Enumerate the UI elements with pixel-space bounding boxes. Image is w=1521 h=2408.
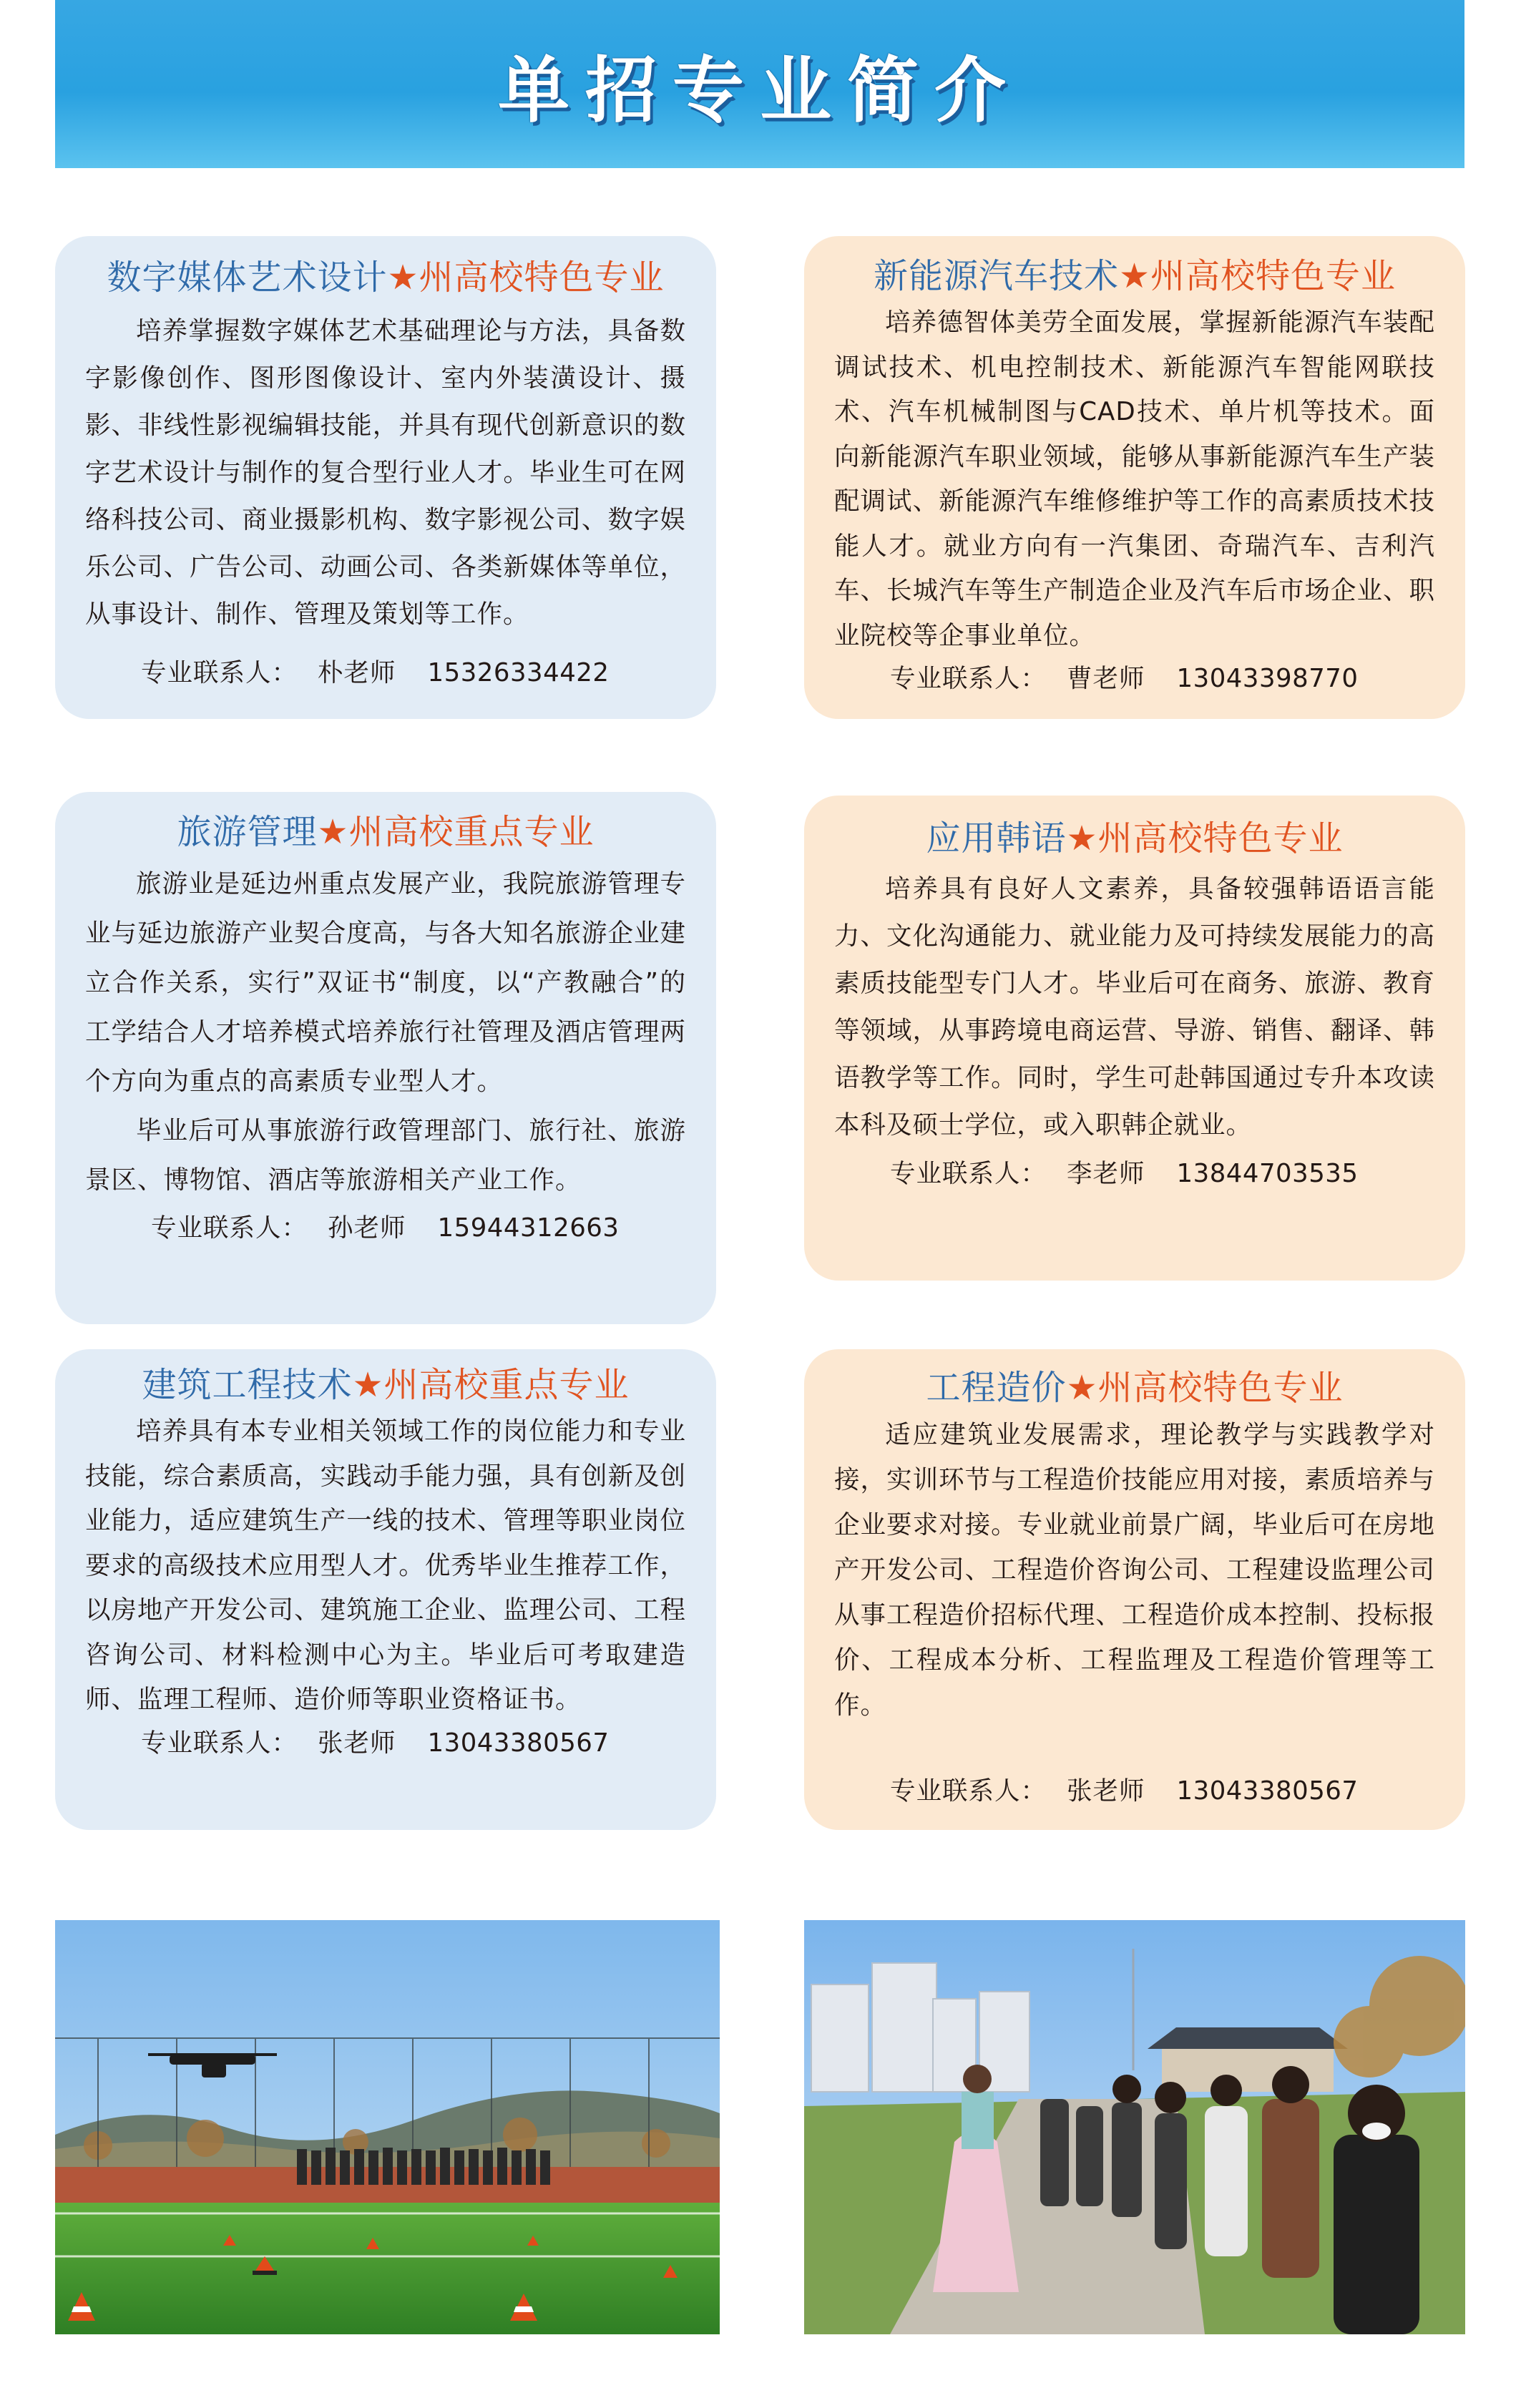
major-tag: 州高校特色专业 — [1150, 256, 1397, 296]
contact-line — [834, 658, 1435, 695]
description-paragraph: 培养掌握数字媒体艺术基础理论与方法，具备数字影像创作、图形图像设计、室内外装潢设计、摄影、非线性影视编辑技能，并具有现代创新意识的数字艺术设计与制作的复合型行业人才。毕业生可在网络科技公司、商业摄影机构、数字影视公司、数字娱乐公司、广告公司、动画公司、各类新媒体等单位，从事设计、制作、管理及策划等工作。 — [85, 316, 686, 629]
student-field-trip-photo — [804, 1920, 1465, 2334]
major-tag: 州高校特色专业 — [1097, 818, 1344, 858]
major-card-tourism-management — [55, 792, 716, 1324]
major-name: 新能源汽车技术 — [873, 256, 1119, 296]
description-paragraph: 培养具有本专业相关领域工作的岗位能力和专业技能，综合素质高，实践动手能力强，具有创新及创业能力，适应建筑生产一线的技术、管理等职业岗位要求的高级技术应用型人才。优秀毕业生推荐工作，以房地产开发公司、建筑施工企业、监理公司、工程咨询公司、材料检测中心为主。毕业后可考取建造师、监理工程师、造价师等职业资格证书。 — [85, 1416, 686, 1714]
star-icon: ★ — [352, 1365, 384, 1405]
contact-label: 专业联系人： — [890, 1159, 1047, 1188]
contact-label: 专业联系人： — [141, 658, 298, 687]
page-title: 单招专业简介 — [498, 48, 1022, 132]
description-paragraph: 培养具有良好人文素养，具备较强韩语语言能力、文化沟通能力、就业能力及可持续发展能力的高素质技能型专门人才。毕业后可在商务、旅游、教育等领域，从事跨境电商运营、导游、销售、翻译、韩语教学等工作。同时，学生可赴韩国通过专升本攻读本科及硕士学位，或入职韩企就业。 — [834, 874, 1435, 1140]
major-card-construction-engineering — [55, 1349, 716, 1830]
card-title — [85, 256, 686, 299]
contact-phone: 13844703535 — [1176, 1159, 1359, 1188]
card-title — [834, 1366, 1435, 1409]
major-name: 数字媒体艺术设计 — [107, 258, 388, 298]
major-tag: 州高校特色专业 — [1097, 1368, 1344, 1408]
contact-phone: 15944312663 — [437, 1213, 620, 1243]
card-description — [834, 1412, 1435, 1728]
card-description — [834, 866, 1435, 1149]
major-card-engineering-cost — [804, 1349, 1465, 1830]
contact-name: 李老师 — [1067, 1159, 1145, 1188]
star-icon: ★ — [1118, 256, 1151, 296]
contact-label: 专业联系人： — [151, 1213, 308, 1243]
contact-label: 专业联系人： — [890, 1776, 1047, 1806]
major-card-digital-media — [55, 236, 716, 719]
major-card-applied-korean — [804, 796, 1465, 1281]
star-icon: ★ — [317, 812, 349, 852]
description-paragraph: 毕业后可从事旅游行政管理部门、旅行社、旅游景区、博物馆、酒店等旅游相关产业工作。 — [85, 1116, 686, 1195]
description-paragraph: 适应建筑业发展需求，理论教学与实践教学对接，实训环节与工程造价技能应用对接，素质培养与企业要求对接。专业就业前景广阔，毕业后可在房地产开发公司、工程造价咨询公司、工程建设监理公司从事工程造价招标代理、工程造价成本控制、投标报价、工程成本分析、工程监理及工程造价管理等工作。 — [834, 1420, 1435, 1720]
card-description — [834, 300, 1435, 658]
major-name: 应用韩语 — [926, 818, 1067, 858]
star-icon: ★ — [1066, 1368, 1098, 1408]
contact-label: 专业联系人： — [141, 1728, 298, 1758]
card-title — [834, 255, 1435, 298]
card-description — [85, 1409, 686, 1723]
contact-phone: 15326334422 — [427, 658, 610, 687]
major-name: 建筑工程技术 — [142, 1365, 353, 1405]
card-title — [85, 811, 686, 853]
major-tag: 州高校重点专业 — [383, 1365, 630, 1405]
contact-line — [85, 1723, 686, 1759]
contact-name: 曹老师 — [1067, 664, 1145, 693]
star-icon: ★ — [1066, 818, 1098, 858]
major-tag: 州高校重点专业 — [348, 812, 595, 852]
header-banner — [55, 0, 1464, 168]
description-paragraph: 旅游业是延边州重点发展产业，我院旅游管理专业与延边旅游产业契合度高，与各大知名旅游企业建立合作关系，实行”双证书“制度，以“产教融合”的工学结合人才培养模式培养旅行社管理及酒店管理两个方向为重点的高素质专业型人才。 — [85, 869, 686, 1096]
card-title — [834, 817, 1435, 860]
card-title — [85, 1364, 686, 1406]
major-name: 旅游管理 — [177, 812, 318, 852]
contact-name: 张老师 — [1067, 1776, 1145, 1806]
contact-line — [834, 1771, 1435, 1807]
drone-training-photo — [55, 1920, 720, 2334]
contact-name: 朴老师 — [318, 658, 396, 687]
description-paragraph: 培养德智体美劳全面发展，掌握新能源汽车装配调试技术、机电控制技术、新能源汽车智能网联技术、汽车机械制图与CAD技术、单片机等技术。面向新能源汽车职业领域，能够从事新能源汽车生产装配调试、新能源汽车维修维护等工作的高素质技术技能人才。就业方向有一汽集团、奇瑞汽车、吉利汽车、长城汽车等生产制造企业及汽车后市场企业、职业院校等企事业单位。 — [834, 308, 1435, 650]
contact-phone: 13043380567 — [1176, 1776, 1359, 1806]
contact-phone: 13043380567 — [427, 1728, 610, 1758]
contact-phone: 13043398770 — [1176, 664, 1359, 693]
contact-line — [85, 652, 686, 689]
contact-name: 张老师 — [318, 1728, 396, 1758]
major-tag: 州高校特色专业 — [419, 258, 665, 298]
major-card-new-energy-vehicle — [804, 236, 1465, 719]
star-icon: ★ — [387, 258, 419, 298]
major-name: 工程造价 — [926, 1368, 1067, 1408]
contact-name: 孙老师 — [328, 1213, 406, 1243]
contact-line — [834, 1153, 1435, 1190]
card-description — [85, 308, 686, 638]
contact-label: 专业联系人： — [890, 664, 1047, 693]
contact-line — [85, 1208, 686, 1244]
card-description — [85, 859, 686, 1205]
